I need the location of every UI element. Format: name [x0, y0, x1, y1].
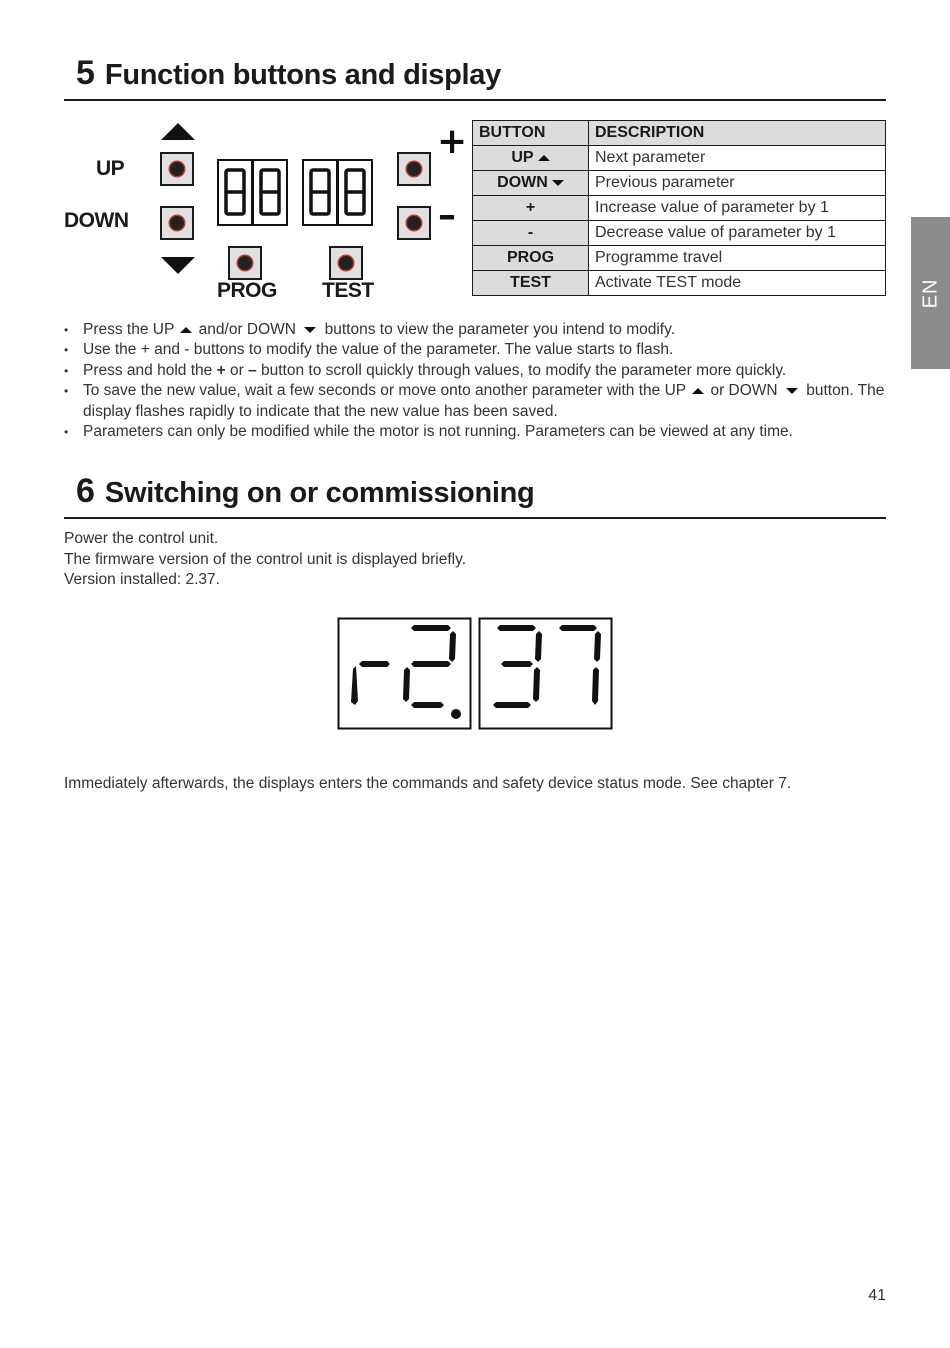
down-arrow-icon: [786, 388, 798, 394]
table-row: [473, 271, 886, 296]
table-row: [473, 171, 886, 196]
language-label: EN: [918, 278, 941, 308]
list-item: • Use the + and - buttons to modify the value of the parameter. The value starts to flash.: [64, 340, 889, 360]
down-button[interactable]: [160, 206, 194, 240]
instruction-list: [64, 320, 889, 442]
firmware-version-display: [337, 617, 613, 730]
prog-button[interactable]: [228, 246, 262, 280]
paragraph-version: Version installed: 2.37.: [64, 571, 220, 588]
list-item: • Press the UP and/or DOWN buttons to view the parameter you intend to modify.: [64, 320, 889, 340]
button-table: [472, 120, 886, 296]
section-5-heading: [64, 54, 886, 101]
section-6-heading: [64, 472, 886, 519]
section-title: Function buttons and display: [104, 59, 501, 91]
table-cell-description: Programme travel: [589, 246, 886, 271]
table-cell-description: Decrease value of parameter by 1: [589, 221, 886, 246]
down-arrow-icon: [304, 327, 316, 333]
table-cell-button: DOWN: [473, 171, 589, 196]
up-button[interactable]: [160, 152, 194, 186]
language-tab: [911, 217, 950, 369]
list-item: • Press and hold the + or – button to scroll quickly through values, to modify the parameter more quickly.: [64, 361, 889, 381]
table-cell-description: Next parameter: [589, 146, 886, 171]
table-cell-button: UP: [473, 146, 589, 171]
arrow-up-icon: [161, 123, 195, 140]
paragraph-power: Power the control unit.: [64, 530, 219, 547]
up-label: UP: [96, 157, 125, 180]
up-arrow-icon: [180, 327, 192, 333]
plus-icon: +: [437, 121, 468, 162]
header-button: BUTTON: [473, 121, 589, 146]
paragraph-status-mode: Immediately afterwards, the displays enters the commands and safety device status mode. See chapter 7.: [64, 775, 792, 792]
up-arrow-icon: [692, 388, 704, 394]
list-item: • To save the new value, wait a few seconds or move onto another parameter with the UP or DOWN button. The display flashes rapidly to indicate that the new value has been saved.: [64, 381, 889, 422]
table-cell-button: -: [473, 221, 589, 246]
section-number: 6: [76, 472, 95, 510]
plus-button[interactable]: [397, 152, 431, 186]
paragraph-firmware: The firmware version of the control unit is displayed briefly.: [64, 551, 467, 568]
table-cell-button: PROG: [473, 246, 589, 271]
header-description: DESCRIPTION: [589, 121, 886, 146]
table-cell-description: Previous parameter: [589, 171, 886, 196]
table-row: [473, 221, 886, 246]
table-cell-button: +: [473, 196, 589, 221]
table-cell-description: Increase value of parameter by 1: [589, 196, 886, 221]
minus-button[interactable]: [397, 206, 431, 240]
test-button[interactable]: [329, 246, 363, 280]
table-row: [473, 146, 886, 171]
page-number: 41: [868, 1287, 886, 1304]
list-item: • Parameters can only be modified while the motor is not running. Parameters can be viewed at any time.: [64, 422, 889, 442]
test-label: TEST: [322, 279, 374, 302]
prog-label: PROG: [217, 279, 277, 302]
minus-icon: –: [438, 195, 456, 236]
control-panel-diagram: [60, 115, 475, 310]
down-arrow-icon: [552, 180, 564, 186]
table-row: [473, 196, 886, 221]
table-row: [473, 246, 886, 271]
seven-segment-display: [217, 159, 375, 227]
section-title: Switching on or commissioning: [104, 477, 535, 509]
table-header-row: [473, 121, 886, 146]
arrow-down-icon: [161, 257, 195, 274]
up-arrow-icon: [538, 155, 550, 161]
section-number: 5: [76, 54, 95, 92]
down-label: DOWN: [64, 209, 129, 232]
table-cell-button: TEST: [473, 271, 589, 296]
table-cell-description: Activate TEST mode: [589, 271, 886, 296]
